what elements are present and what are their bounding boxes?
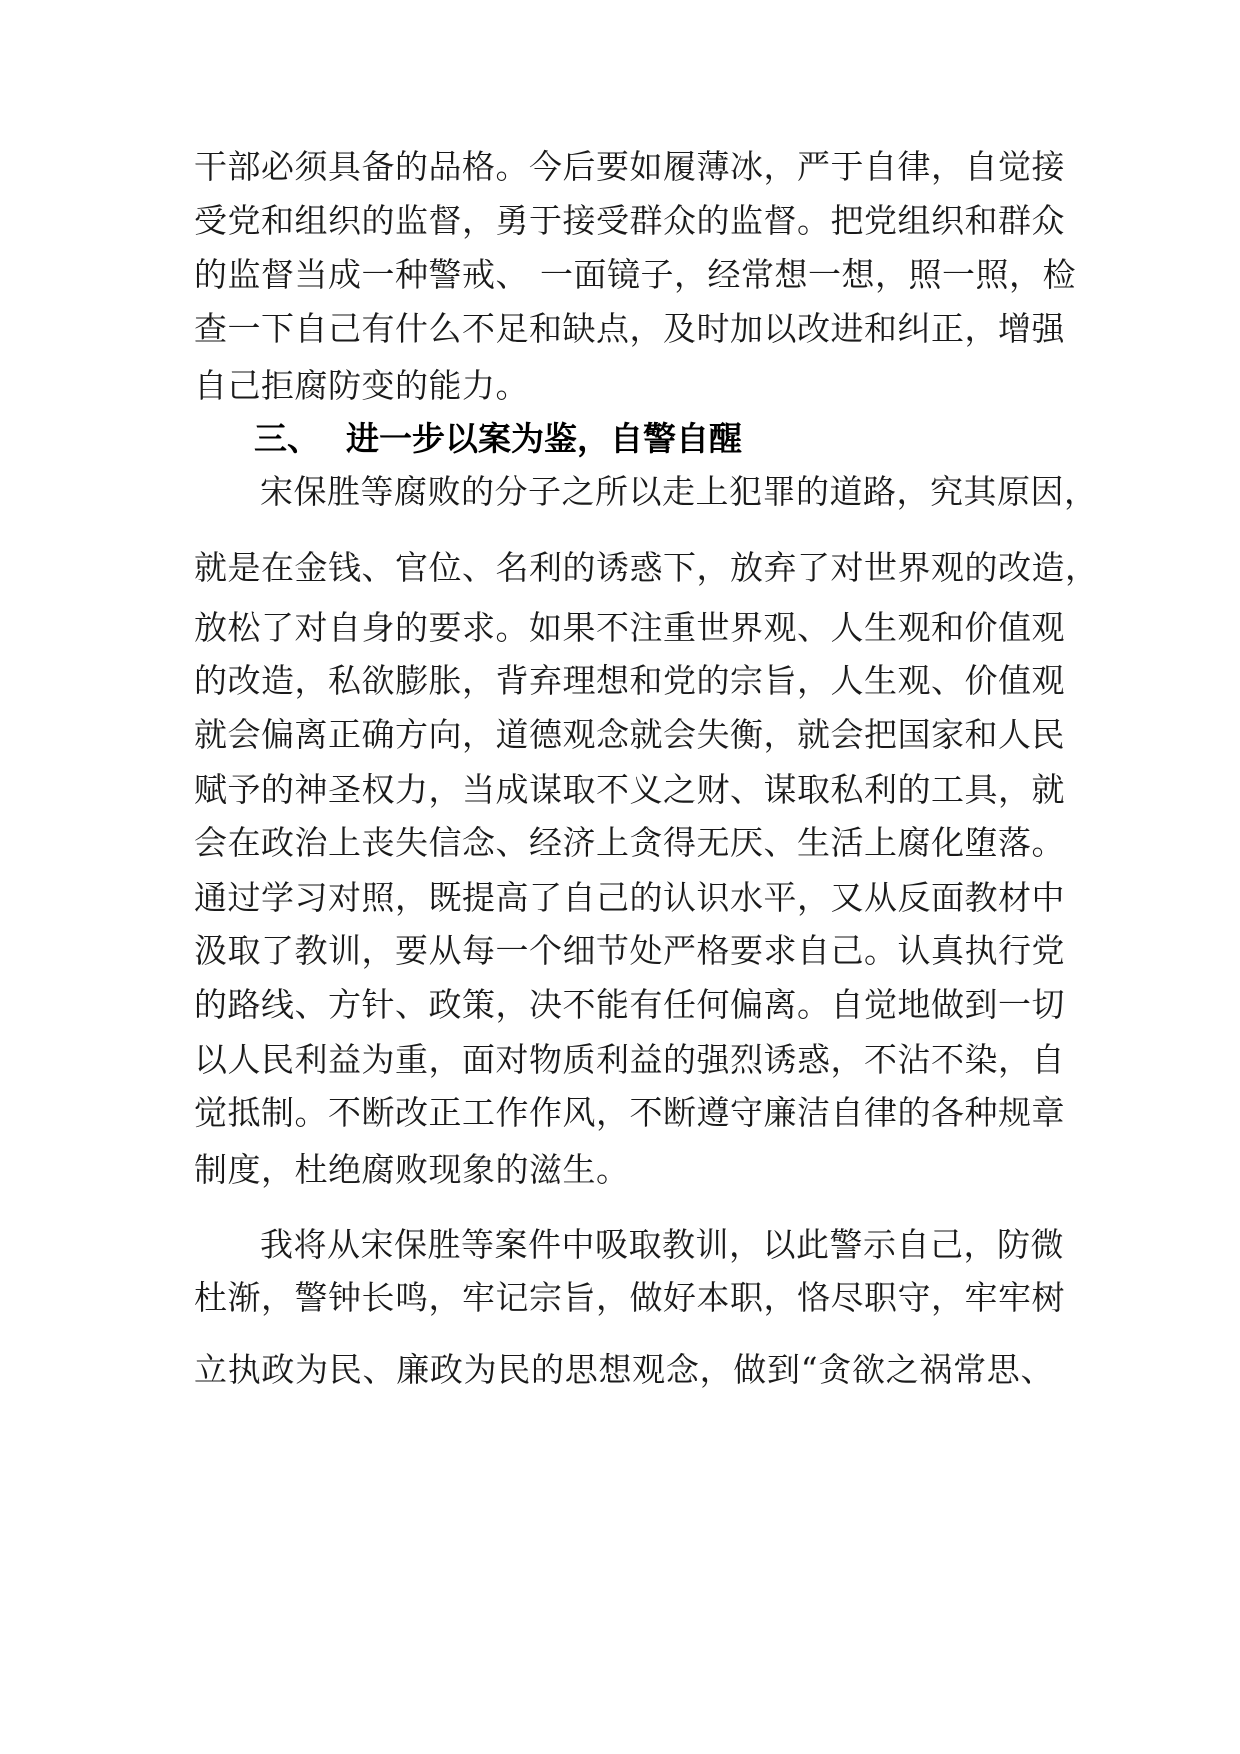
body-text-line: 的路线、方针、政策，决不能有任何偏离。自觉地做到一切 <box>194 985 1065 1024</box>
body-text-line: 制度，杜绝腐败现象的滋生。 <box>194 1150 630 1189</box>
body-text-line: 杜渐，警钟长鸣，牢记宗旨，做好本职，恪尽职守，牢牢树 <box>194 1278 1065 1317</box>
body-text-line: 就是在金钱、官位、名利的诱惑下，放弃了对世界观的改造， <box>194 548 1099 587</box>
body-text-line: 就会偏离正确方向，道德观念就会失衡，就会把国家和人民 <box>194 715 1065 754</box>
body-text-line: 立执政为民、廉政为民的思想观念，做到“贪欲之祸常思、 <box>194 1350 1054 1389</box>
body-text-line: 宋保胜等腐败的分子之所以走上犯罪的道路，究其原因， <box>260 472 1098 511</box>
body-text-line: 汲取了教训，要从每一个细节处严格要求自己。认真执行党 <box>194 931 1065 970</box>
body-text-line: 受党和组织的监督，勇于接受群众的监督。把党组织和群众 <box>194 201 1065 240</box>
section-number: 三、 <box>254 419 320 458</box>
body-text-line: 以人民利益为重，面对物质利益的强烈诱惑，不沾不染，自 <box>194 1040 1065 1079</box>
body-text-line: 赋予的神圣权力，当成谋取不义之财、谋取私利的工具，就 <box>194 770 1065 809</box>
body-text-line: 的监督当成一种警戒、 一面镜子，经常想一想，照一照，检 <box>194 255 1076 294</box>
body-text-line: 觉抵制。不断改正工作作风，不断遵守廉洁自律的各种规章 <box>194 1093 1065 1132</box>
body-text-line: 自己拒腐防变的能力。 <box>194 366 529 405</box>
section-title: 进一步以案为鉴，自警自醒 <box>346 419 742 458</box>
section-heading <box>254 417 742 461</box>
body-text-line: 通过学习对照，既提高了自己的认识水平，又从反面教材中 <box>194 878 1065 917</box>
body-text-line: 干部必须具备的品格。今后要如履薄冰，严于自律，自觉接 <box>194 147 1065 186</box>
body-text-line: 的改造，私欲膨胀，背弃理想和党的宗旨，人生观、价值观 <box>194 661 1065 700</box>
body-text-line: 我将从宋保胜等案件中吸取教训，以此警示自己，防微 <box>260 1225 1064 1264</box>
body-text-line: 会在政治上丧失信念、经济上贪得无厌、生活上腐化堕落。 <box>194 823 1065 862</box>
body-text-line: 查一下自己有什么不足和缺点，及时加以改进和纠正，增强 <box>194 309 1065 348</box>
body-text-line: 放松了对自身的要求。如果不注重世界观、人生观和价值观 <box>194 608 1065 647</box>
